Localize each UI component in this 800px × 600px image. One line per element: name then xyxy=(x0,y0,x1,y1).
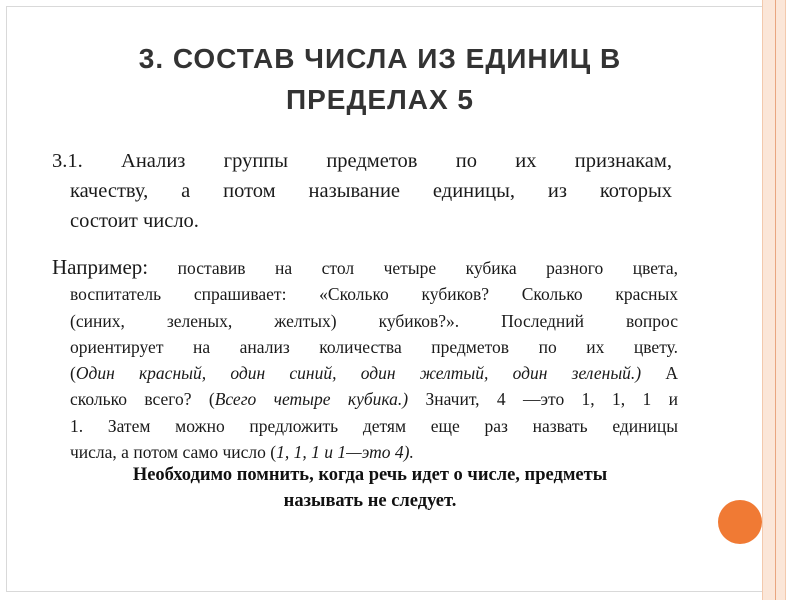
example-line-5-italic: Один красный, один синий, один желтый, один зеленый.) xyxy=(75,363,642,384)
example-line-5-open: ( xyxy=(70,363,76,384)
example-lead: Например: xyxy=(52,255,149,279)
decorative-side-strip xyxy=(762,0,786,600)
point-line-1: 3.1. Анализ группы предметов по их признакам, xyxy=(52,150,672,172)
example-line-5 xyxy=(52,360,678,386)
decorative-strip-line xyxy=(775,0,776,600)
note-line-1: Необходимо помнить, когда речь идет о числе, предметы xyxy=(132,465,608,485)
title-line-1: 3. СОСТАВ ЧИСЛА ИЗ ЕДИНИЦ В xyxy=(138,43,622,74)
example-line-7: 1. Затем можно предложить детям еще раз назвать единицы xyxy=(70,415,678,436)
example-line-5-tail: А xyxy=(641,363,679,384)
orange-circle-decoration xyxy=(718,500,762,544)
example-line-8-italic: 1, 1, 1 и 1—это 4). xyxy=(276,442,414,463)
note-paragraph xyxy=(60,462,680,514)
example-line-3: (синих, зеленых, желтых) кубиков?». Последний вопрос xyxy=(70,310,678,331)
example-line-6-italic: Всего четыре кубика.) xyxy=(214,389,409,410)
slide-title xyxy=(60,38,700,120)
example-line-1 xyxy=(52,254,678,281)
example-line-1-rest: поставив на стол четыре кубика разного цвета, xyxy=(177,258,679,278)
example-line-4: ориентирует на анализ количества предметов по их цвету. xyxy=(70,336,678,357)
point-line-3: состоит число. xyxy=(70,210,199,232)
title-line-2: ПРЕДЕЛАХ 5 xyxy=(286,84,474,115)
example-line-6-b: Значит, 4 —это 1, 1, 1 и xyxy=(408,389,679,410)
point-line-2: качеству, а потом называние единицы, из которых xyxy=(70,180,672,202)
example-line-8-a: числа, а потом само число ( xyxy=(70,442,277,463)
example-line-6 xyxy=(52,386,678,412)
point-paragraph xyxy=(52,146,672,236)
note-line-2: называть не следует. xyxy=(283,491,457,511)
example-paragraph xyxy=(52,254,678,465)
example-line-2: воспитатель спрашивает: «Сколько кубиков? Сколько красных xyxy=(70,284,678,305)
example-line-6-a: сколько всего? ( xyxy=(70,389,215,410)
